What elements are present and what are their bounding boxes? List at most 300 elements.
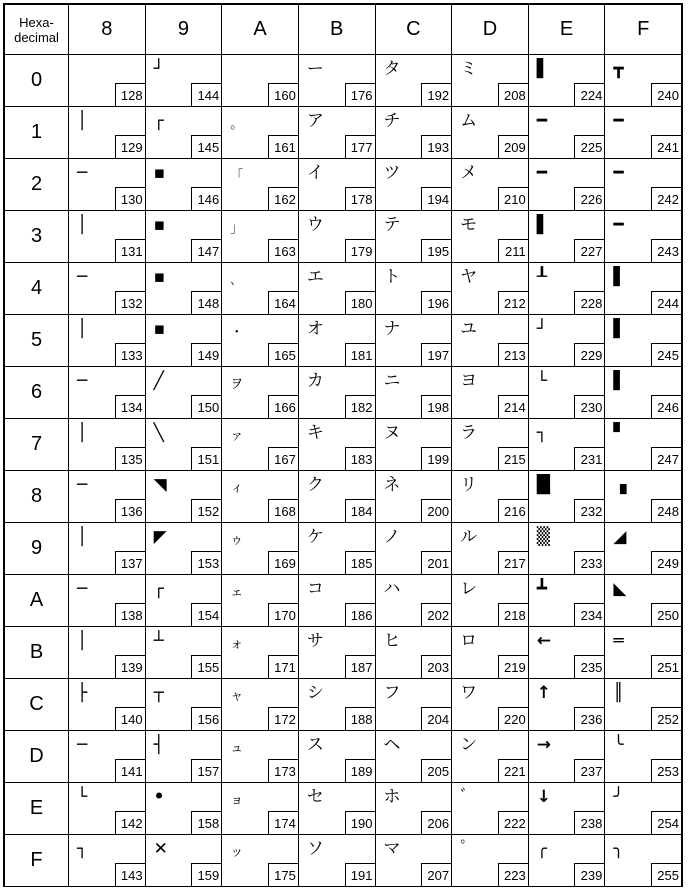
char-cell: [452, 315, 529, 367]
char-glyph: ツ: [383, 163, 401, 183]
row-header-C: C: [5, 679, 69, 731]
column-header-9: 9: [145, 5, 222, 55]
char-glyph: ╮: [613, 839, 624, 859]
char-glyph: ミ: [460, 59, 478, 79]
decimal-code: 226: [574, 187, 604, 210]
column-header-E: E: [528, 5, 605, 55]
char-glyph: ケ: [306, 527, 324, 547]
decimal-code: 162: [268, 187, 298, 210]
char-cell: [605, 159, 682, 211]
char-glyph: ﾞ: [460, 787, 469, 807]
decimal-code: 246: [651, 395, 681, 418]
char-glyph: │: [77, 319, 88, 339]
char-cell: [452, 367, 529, 419]
decimal-code: 237: [574, 759, 604, 782]
decimal-code: 252: [651, 707, 681, 730]
char-glyph: ・: [230, 325, 244, 340]
char-glyph: ╯: [613, 787, 624, 807]
decimal-code: 152: [191, 499, 221, 522]
decimal-code: 139: [115, 655, 145, 678]
char-glyph: ─: [77, 475, 88, 495]
character-code-table: [3, 3, 683, 887]
char-glyph: ━: [613, 215, 624, 235]
table-row: [5, 731, 682, 783]
char-cell: [298, 679, 375, 731]
char-glyph: リ: [460, 475, 478, 495]
char-glyph: ヒ: [383, 631, 401, 651]
table-body: [5, 55, 682, 887]
table-row: [5, 575, 682, 627]
char-cell: [145, 211, 222, 263]
decimal-code: 202: [421, 603, 451, 626]
char-glyph: ▌: [536, 59, 550, 79]
char-cell: [298, 575, 375, 627]
decimal-code: 195: [421, 239, 451, 262]
char-glyph: シ: [306, 683, 324, 703]
char-glyph: │: [77, 215, 88, 235]
decimal-code: 181: [345, 343, 375, 366]
char-glyph: レ: [460, 579, 478, 599]
char-cell: [145, 523, 222, 575]
decimal-code: 228: [574, 291, 604, 314]
char-cell: [145, 55, 222, 107]
decimal-code: 146: [191, 187, 221, 210]
char-glyph: ─: [77, 371, 88, 391]
char-cell: [375, 367, 452, 419]
decimal-code: 232: [574, 499, 604, 522]
decimal-code: 184: [345, 499, 375, 522]
decimal-code: 200: [421, 499, 451, 522]
char-glyph: ア: [306, 111, 324, 131]
char-cell: [452, 55, 529, 107]
decimal-code: 247: [651, 447, 681, 470]
char-glyph: ト: [383, 267, 401, 287]
row-header-1: 1: [5, 107, 69, 159]
decimal-code: 143: [115, 863, 145, 886]
char-cell: [452, 783, 529, 835]
char-glyph: ┘: [153, 59, 164, 79]
char-glyph: █: [536, 475, 550, 495]
decimal-code: 225: [574, 135, 604, 158]
char-glyph: ホ: [383, 787, 401, 807]
char-cell: [528, 783, 605, 835]
char-glyph: ニ: [383, 371, 401, 391]
char-cell: [222, 315, 299, 367]
decimal-code: 239: [574, 863, 604, 886]
char-glyph: ┬: [153, 683, 164, 703]
decimal-code: 199: [421, 447, 451, 470]
decimal-code: 234: [574, 603, 604, 626]
char-cell: [375, 263, 452, 315]
char-glyph: ◤: [153, 527, 167, 547]
decimal-code: 188: [345, 707, 375, 730]
char-cell: [298, 627, 375, 679]
char-glyph: ╰: [613, 735, 624, 755]
decimal-code: 219: [498, 655, 528, 678]
char-cell: [298, 523, 375, 575]
char-cell: [298, 315, 375, 367]
char-glyph: ┴: [153, 631, 164, 651]
char-cell: [222, 211, 299, 263]
char-cell: [145, 107, 222, 159]
char-cell: [298, 419, 375, 471]
decimal-code: 208: [498, 83, 528, 106]
decimal-code: 147: [191, 239, 221, 262]
char-glyph: ス: [306, 735, 324, 755]
decimal-code: 150: [191, 395, 221, 418]
char-glyph: ◣: [613, 579, 627, 599]
char-cell: [528, 835, 605, 887]
decimal-code: 155: [191, 655, 221, 678]
char-cell: [528, 263, 605, 315]
decimal-code: 142: [115, 811, 145, 834]
char-cell: [298, 107, 375, 159]
decimal-code: 153: [191, 551, 221, 574]
decimal-code: 136: [115, 499, 145, 522]
decimal-code: 220: [498, 707, 528, 730]
decimal-code: 175: [268, 863, 298, 886]
char-glyph: ヤ: [460, 267, 478, 287]
char-cell: [452, 419, 529, 471]
char-cell: [145, 679, 222, 731]
decimal-code: 174: [268, 811, 298, 834]
char-glyph: ﾟ: [460, 839, 469, 859]
char-cell: [298, 211, 375, 263]
decimal-code: 212: [498, 291, 528, 314]
char-cell: [69, 627, 146, 679]
char-glyph: ､: [230, 273, 237, 288]
char-cell: [452, 627, 529, 679]
char-glyph: オ: [306, 319, 324, 339]
char-cell: [298, 367, 375, 419]
row-header-B: B: [5, 627, 69, 679]
char-cell: [222, 471, 299, 523]
char-glyph: ▪: [153, 215, 166, 235]
char-cell: [222, 419, 299, 471]
char-cell: [452, 679, 529, 731]
char-cell: [145, 471, 222, 523]
char-glyph: ▒: [536, 527, 550, 547]
decimal-code: 145: [191, 135, 221, 158]
char-glyph: ノ: [383, 527, 401, 547]
char-cell: [145, 783, 222, 835]
char-cell: [605, 107, 682, 159]
char-cell: [69, 835, 146, 887]
char-glyph: ィ: [230, 481, 244, 496]
decimal-code: 238: [574, 811, 604, 834]
char-glyph: ↓: [536, 787, 551, 807]
decimal-code: 132: [115, 291, 145, 314]
decimal-code: 215: [498, 447, 528, 470]
char-glyph: ャ: [230, 689, 244, 704]
char-cell: [69, 575, 146, 627]
char-cell: [375, 627, 452, 679]
char-glyph: ┸: [536, 267, 547, 287]
char-cell: [222, 783, 299, 835]
char-cell: [145, 159, 222, 211]
char-glyph: ━: [536, 111, 547, 131]
char-glyph: マ: [383, 839, 401, 859]
decimal-code: 222: [498, 811, 528, 834]
char-glyph: ェ: [230, 585, 244, 600]
char-cell: [605, 471, 682, 523]
row-header-6: 6: [5, 367, 69, 419]
char-glyph: ─: [77, 735, 88, 755]
decimal-code: 218: [498, 603, 528, 626]
char-glyph: ュ: [230, 741, 244, 756]
char-glyph: │: [77, 631, 88, 651]
char-cell: [222, 159, 299, 211]
decimal-code: 180: [345, 291, 375, 314]
decimal-code: 169: [268, 551, 298, 574]
char-cell: [528, 679, 605, 731]
decimal-code: 248: [651, 499, 681, 522]
decimal-code: 176: [345, 83, 375, 106]
char-glyph: ラ: [460, 423, 478, 443]
char-glyph: イ: [306, 163, 324, 183]
char-cell: [222, 523, 299, 575]
table-row: [5, 419, 682, 471]
char-glyph: カ: [306, 371, 324, 391]
char-glyph: ┐: [77, 839, 88, 859]
table-row: [5, 835, 682, 887]
char-glyph: ┤: [153, 735, 164, 755]
char-glyph: ┘: [536, 319, 547, 339]
char-glyph: ╱: [153, 371, 164, 391]
char-cell: [375, 783, 452, 835]
char-cell: [145, 575, 222, 627]
char-glyph: ▪: [153, 163, 166, 183]
char-glyph: ╭: [536, 839, 547, 859]
char-glyph: エ: [306, 267, 324, 287]
column-header-8: 8: [69, 5, 146, 55]
char-cell: [375, 575, 452, 627]
char-glyph: ▌: [613, 371, 627, 391]
char-cell: [375, 55, 452, 107]
char-cell: [298, 731, 375, 783]
decimal-code: 241: [651, 135, 681, 158]
char-glyph: │: [77, 527, 88, 547]
decimal-code: 135: [115, 447, 145, 470]
column-header-A: A: [222, 5, 299, 55]
char-glyph: ヌ: [383, 423, 401, 443]
char-cell: [145, 731, 222, 783]
row-header-8: 8: [5, 471, 69, 523]
char-cell: [605, 263, 682, 315]
char-cell: [375, 159, 452, 211]
char-glyph: 「: [230, 169, 244, 184]
decimal-code: 243: [651, 239, 681, 262]
char-cell: [298, 835, 375, 887]
decimal-code: 156: [191, 707, 221, 730]
char-glyph: ─: [77, 579, 88, 599]
char-cell: [69, 211, 146, 263]
char-glyph: ネ: [383, 475, 401, 495]
char-cell: [528, 159, 605, 211]
decimal-code: 183: [345, 447, 375, 470]
row-header-4: 4: [5, 263, 69, 315]
char-cell: [69, 159, 146, 211]
char-cell: [528, 523, 605, 575]
decimal-code: 160: [268, 83, 298, 106]
decimal-code: 223: [498, 863, 528, 886]
row-header-9: 9: [5, 523, 69, 575]
char-glyph: チ: [383, 111, 401, 131]
char-cell: [69, 315, 146, 367]
char-glyph: ┌: [153, 111, 164, 131]
decimal-code: 186: [345, 603, 375, 626]
char-glyph: ー: [306, 59, 324, 79]
decimal-code: 198: [421, 395, 451, 418]
char-cell: [375, 679, 452, 731]
table-row: [5, 367, 682, 419]
char-cell: [375, 315, 452, 367]
char-cell: [375, 471, 452, 523]
char-cell: [145, 835, 222, 887]
decimal-code: 216: [498, 499, 528, 522]
char-cell: [222, 731, 299, 783]
decimal-code: 137: [115, 551, 145, 574]
char-glyph: ン: [460, 735, 478, 755]
decimal-code: 227: [574, 239, 604, 262]
char-glyph: ━: [536, 163, 547, 183]
char-cell: [69, 679, 146, 731]
char-glyph: ◢: [613, 527, 627, 547]
decimal-code: 173: [268, 759, 298, 782]
char-glyph: ヲ: [230, 377, 244, 392]
decimal-code: 214: [498, 395, 528, 418]
decimal-code: 196: [421, 291, 451, 314]
char-glyph: →: [536, 735, 551, 755]
char-glyph: ロ: [460, 631, 478, 651]
char-glyph: ッ: [230, 845, 244, 860]
decimal-code: 201: [421, 551, 451, 574]
char-glyph: •: [153, 787, 165, 807]
char-glyph: ゥ: [230, 533, 244, 548]
char-cell: [605, 731, 682, 783]
char-glyph: ┻: [536, 579, 547, 599]
char-cell: [298, 55, 375, 107]
table-row: [5, 471, 682, 523]
char-cell: [69, 523, 146, 575]
decimal-code: 187: [345, 655, 375, 678]
decimal-code: 164: [268, 291, 298, 314]
char-cell: [222, 627, 299, 679]
decimal-code: 177: [345, 135, 375, 158]
decimal-code: 192: [421, 83, 451, 106]
char-cell: [69, 783, 146, 835]
decimal-code: 133: [115, 343, 145, 366]
char-glyph: フ: [383, 683, 401, 703]
char-cell: [528, 315, 605, 367]
column-header-C: C: [375, 5, 452, 55]
char-glyph: ヨ: [460, 371, 478, 391]
char-cell: [605, 55, 682, 107]
char-glyph: ═: [613, 631, 624, 651]
decimal-code: 134: [115, 395, 145, 418]
char-glyph: └: [77, 787, 88, 807]
char-glyph: ←: [536, 631, 551, 651]
decimal-code: 229: [574, 343, 604, 366]
char-glyph: ユ: [460, 319, 478, 339]
char-cell: [145, 315, 222, 367]
char-cell: [145, 419, 222, 471]
decimal-code: 244: [651, 291, 681, 314]
table-row: [5, 523, 682, 575]
char-glyph: 」: [230, 221, 244, 236]
char-cell: [375, 523, 452, 575]
decimal-code: 144: [191, 83, 221, 106]
char-glyph: ▌: [613, 267, 627, 287]
char-cell: [605, 419, 682, 471]
char-cell: [452, 471, 529, 523]
char-glyph: キ: [306, 423, 324, 443]
row-header-E: E: [5, 783, 69, 835]
decimal-code: 172: [268, 707, 298, 730]
decimal-code: 154: [191, 603, 221, 626]
decimal-code: 157: [191, 759, 221, 782]
row-header-5: 5: [5, 315, 69, 367]
decimal-code: 250: [651, 603, 681, 626]
decimal-code: 210: [498, 187, 528, 210]
corner-header: [5, 5, 69, 55]
decimal-code: 167: [268, 447, 298, 470]
char-cell: [375, 419, 452, 471]
table-row: [5, 315, 682, 367]
table-row: [5, 159, 682, 211]
char-cell: [375, 211, 452, 263]
char-cell: [452, 575, 529, 627]
decimal-code: 253: [651, 759, 681, 782]
decimal-code: 130: [115, 187, 145, 210]
char-cell: [222, 835, 299, 887]
decimal-code: 230: [574, 395, 604, 418]
decimal-code: 240: [651, 83, 681, 106]
decimal-code: 194: [421, 187, 451, 210]
decimal-code: 161: [268, 135, 298, 158]
char-cell: [605, 367, 682, 419]
column-header-B: B: [298, 5, 375, 55]
char-glyph: ョ: [230, 793, 244, 808]
char-cell: [145, 263, 222, 315]
char-glyph: ├: [77, 683, 88, 703]
char-cell: [605, 523, 682, 575]
decimal-code: 168: [268, 499, 298, 522]
char-glyph: メ: [460, 163, 478, 183]
char-glyph: ║: [613, 683, 624, 703]
char-cell: [452, 835, 529, 887]
decimal-code: 189: [345, 759, 375, 782]
char-cell: [222, 107, 299, 159]
char-cell: [452, 211, 529, 263]
row-header-2: 2: [5, 159, 69, 211]
char-glyph: ▪: [153, 319, 166, 339]
decimal-code: 203: [421, 655, 451, 678]
char-cell: [69, 471, 146, 523]
char-cell: [69, 731, 146, 783]
char-glyph: │: [77, 111, 88, 131]
decimal-code: 182: [345, 395, 375, 418]
table-row: [5, 783, 682, 835]
char-glyph: ナ: [383, 319, 401, 339]
char-glyph: ワ: [460, 683, 478, 703]
decimal-code: 205: [421, 759, 451, 782]
char-glyph: ァ: [230, 429, 244, 444]
char-cell: [605, 575, 682, 627]
decimal-code: 191: [345, 863, 375, 886]
char-cell: [452, 523, 529, 575]
char-cell: [298, 783, 375, 835]
